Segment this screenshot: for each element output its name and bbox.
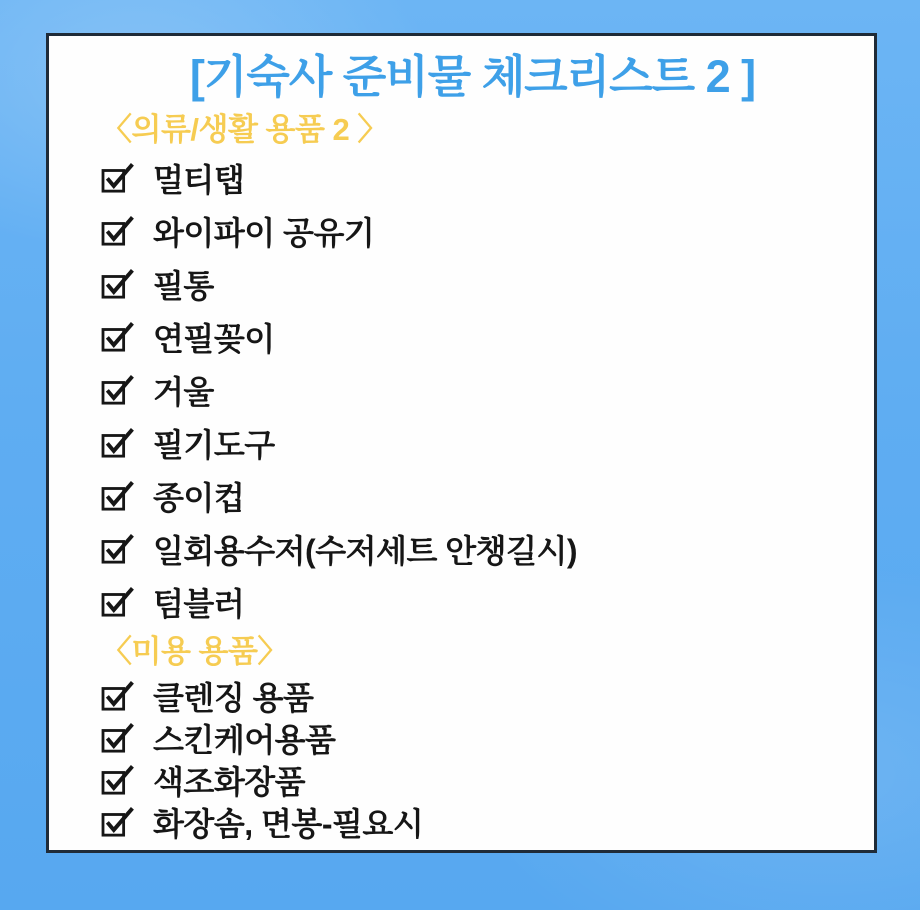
checklist-item-label: 일회용수저(수저세트 안챙길시) bbox=[153, 533, 578, 569]
checklist-item-row bbox=[101, 426, 844, 463]
checklist-item-label: 멀티탭 bbox=[153, 162, 245, 198]
checked-checkbox-icon[interactable] bbox=[101, 428, 135, 458]
checked-checkbox-icon[interactable] bbox=[101, 163, 135, 193]
checklist-item-row bbox=[101, 532, 844, 569]
checklist-item-row bbox=[101, 805, 844, 842]
checklist-item-label: 화장솜, 면봉-필요시 bbox=[153, 806, 424, 842]
checklist-item-row bbox=[101, 267, 844, 304]
checked-checkbox-icon[interactable] bbox=[101, 807, 135, 837]
checklist-title: [기숙사 준비물 체크리스트 2 ] bbox=[189, 51, 756, 102]
checklist-item-row bbox=[101, 320, 844, 357]
checked-checkbox-icon[interactable] bbox=[101, 534, 135, 564]
checklist-item-row bbox=[101, 479, 844, 516]
checklist-item-row bbox=[101, 214, 844, 251]
checklist-item-row bbox=[101, 679, 844, 716]
checklist-item-label: 스킨케어용품 bbox=[153, 722, 336, 758]
checklist-item-row bbox=[101, 373, 844, 410]
checklist-item-label: 필기도구 bbox=[153, 427, 275, 463]
checked-checkbox-icon[interactable] bbox=[101, 375, 135, 405]
checked-checkbox-icon[interactable] bbox=[101, 216, 135, 246]
checked-checkbox-icon[interactable] bbox=[101, 587, 135, 617]
checked-checkbox-icon[interactable] bbox=[101, 723, 135, 753]
section-heading-beauty: 〈미용 용품〉 bbox=[101, 634, 288, 669]
checked-checkbox-icon[interactable] bbox=[101, 681, 135, 711]
checked-checkbox-icon[interactable] bbox=[101, 765, 135, 795]
checklist-item-label: 와이파이 공유기 bbox=[153, 215, 375, 251]
checklist-item-label: 연필꽂이 bbox=[153, 321, 275, 357]
section-heading-clothing-living: 〈의류/생활 용품 2 〉 bbox=[101, 112, 388, 147]
checklist-item-label: 필통 bbox=[153, 268, 214, 304]
checklist-item-row bbox=[101, 585, 844, 622]
checklist-card bbox=[46, 33, 877, 853]
checked-checkbox-icon[interactable] bbox=[101, 322, 135, 352]
checklist-item-label: 클렌징 용품 bbox=[153, 680, 314, 716]
checklist-item-label: 종이컵 bbox=[153, 480, 245, 516]
checklist-item-row bbox=[101, 161, 844, 198]
checklist-item-label: 거울 bbox=[153, 374, 214, 410]
checklist-item-label: 색조화장품 bbox=[153, 764, 306, 800]
checklist-item-row bbox=[101, 763, 844, 800]
checked-checkbox-icon[interactable] bbox=[101, 481, 135, 511]
checklist-item-row bbox=[101, 721, 844, 758]
checklist-item-label: 텀블러 bbox=[153, 586, 245, 622]
checked-checkbox-icon[interactable] bbox=[101, 269, 135, 299]
